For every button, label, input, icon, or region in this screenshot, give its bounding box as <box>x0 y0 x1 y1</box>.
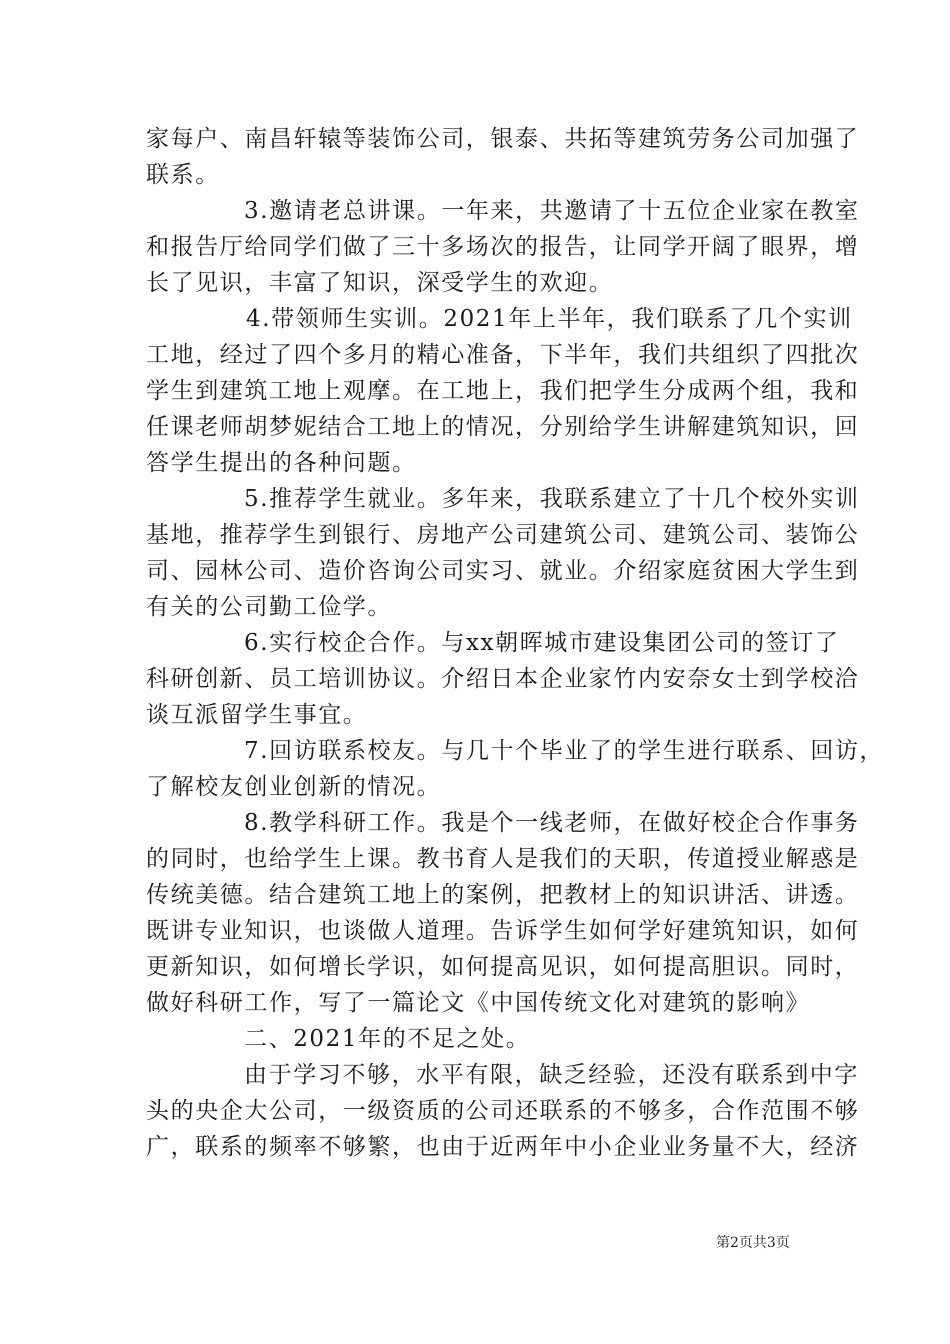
text-line: 4.带领师生实训。2021年上半年，我们联系了几个实训 <box>246 306 853 332</box>
text-line: 答学生提出的各种问题。 <box>146 450 417 476</box>
text-line: 联系。 <box>146 162 220 188</box>
text-line: 由于学习不够，水平有限，缺乏经验，还没有联系到中字 <box>244 1062 859 1088</box>
text-line: 3.邀请老总讲课。一年来，共邀请了十五位企业家在教室 <box>244 198 860 224</box>
text-line: 家每户、南昌轩辕等装饰公司，银泰、共拓等建筑劳务公司加强了 <box>146 126 860 152</box>
text-line: 更新知识，如何增长学识，如何提高见识，如何提高胆识。同时， <box>146 954 860 980</box>
text-line: 头的央企大公司，一级资质的公司还联系的不够多，合作范围不够 <box>146 1098 860 1124</box>
text-line: 了解校友创业创新的情况。 <box>146 774 442 800</box>
text-line: 司、园林公司、造价咨询公司实习、就业。介绍家庭贫困大学生到 <box>146 558 860 584</box>
text-line: 既讲专业知识，也谈做人道理。告诉学生如何学好建筑知识，如何 <box>146 918 860 944</box>
text-line: 做好科研工作，写了一篇论文《中国传统文化对建筑的影响》 <box>146 990 811 1016</box>
text-line: 8.教学科研工作。我是个一线老师，在做好校企合作事务 <box>244 810 860 836</box>
section-heading: 二、2021年的不足之处。 <box>244 1026 531 1052</box>
text-line: 5.推荐学生就业。多年来，我联系建立了十几个校外实训 <box>244 486 860 512</box>
text-line: 广，联系的频率不够繁，也由于近两年中小企业业务量不大，经济 <box>146 1134 860 1160</box>
text-line: 和报告厅给同学们做了三十多场次的报告，让同学开阔了眼界，增 <box>146 234 860 260</box>
text-line: 基地，推荐学生到银行、房地产公司建筑公司、建筑公司、装饰公 <box>146 522 860 548</box>
text-line: 学生到建筑工地上观摩。在工地上，我们把学生分成两个组，我和 <box>146 378 860 404</box>
text-line: 7.回访联系校友。与几十个毕业了的学生进行联系、回访， <box>244 738 885 764</box>
text-line: 科研创新、员工培训协议。介绍日本企业家竹内安奈女士到学校洽 <box>146 666 860 692</box>
text-line: 的同时，也给学生上课。教书育人是我们的天职，传道授业解惑是 <box>146 846 860 872</box>
text-line: 谈互派留学生事宜。 <box>146 702 368 728</box>
text-line: 传统美德。结合建筑工地上的案例，把教材上的知识讲活、讲透。 <box>146 882 860 908</box>
page-number-footer: 第2页共3页 <box>716 1235 790 1251</box>
text-line: 工地，经过了四个多月的精心准备，下半年，我们共组织了四批次 <box>146 342 860 368</box>
text-line: 6.实行校企合作。与xx朝晖城市建设集团公司的签订了 <box>244 630 840 656</box>
text-line: 有关的公司勤工俭学。 <box>146 594 392 620</box>
text-line: 任课老师胡梦妮结合工地上的情况，分别给学生讲解建筑知识，回 <box>146 414 860 440</box>
text-line: 长了见识，丰富了知识，深受学生的欢迎。 <box>146 270 614 296</box>
